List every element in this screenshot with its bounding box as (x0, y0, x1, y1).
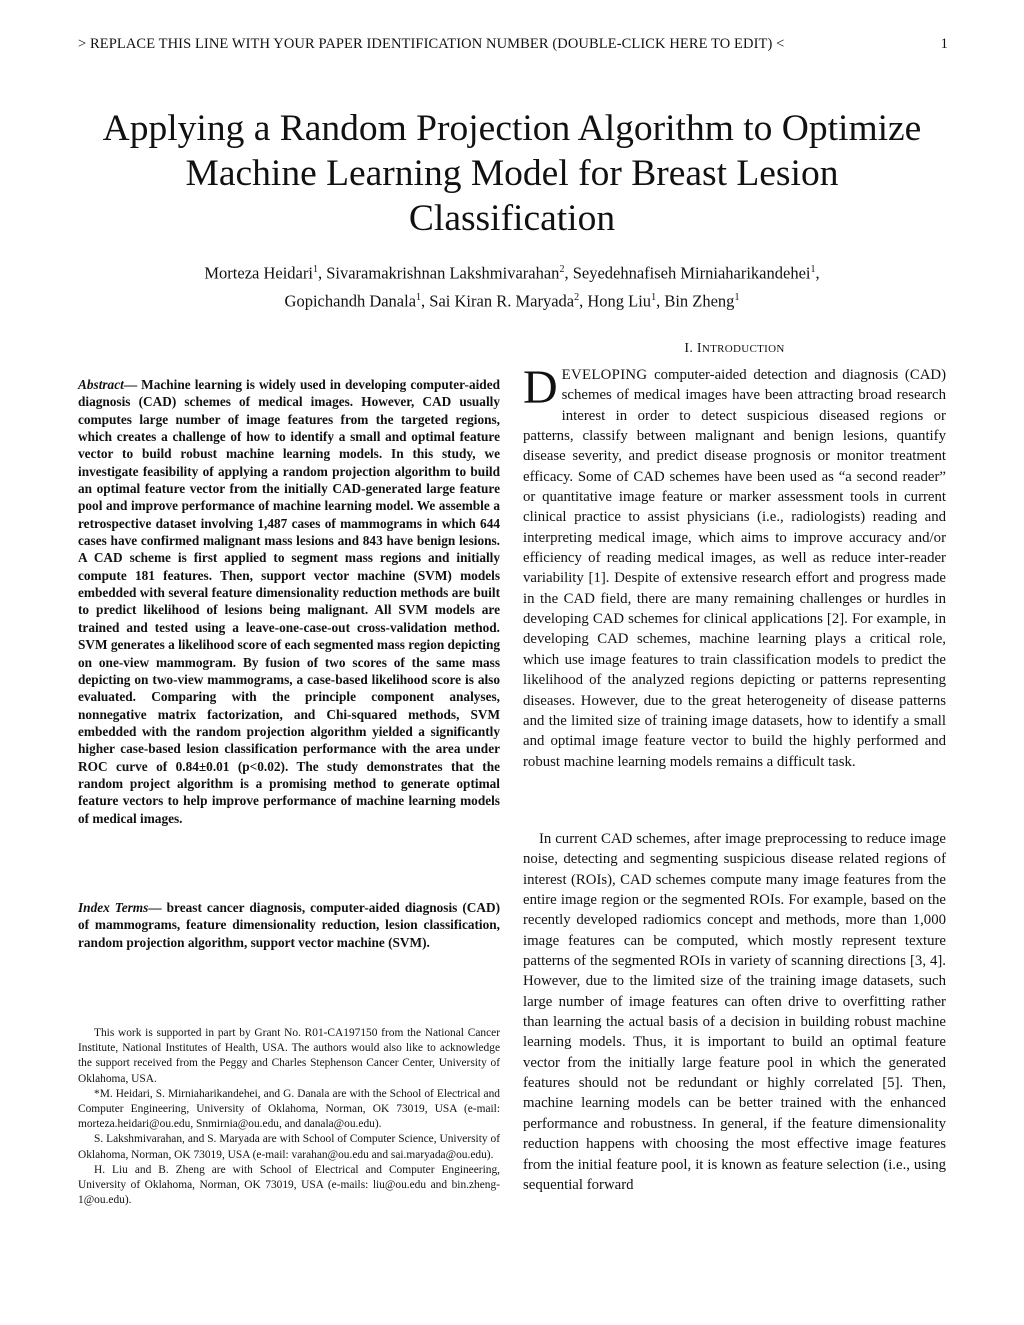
index-terms-text: breast cancer diagnosis, computer-aided diagnosis (CAD) of mammograms, feature dimensionality reduction, lesion classification, random projection algorithm, support vector machine (SVM). (78, 900, 501, 950)
author-name: , Hong Liu (579, 291, 652, 310)
intro-paragraph-2: In current CAD schemes, after image preprocessing to reduce image noise, detecting and segmenting suspicious disease related regions of interest (ROIs), CAD schemes compute many image features from the entire image region or the segmented ROIs. For example, based on the recently developed radiomics concept and methods, more than 1,000 image features can be computed, which mostly represent texture patterns of the segmented ROIs in variety of scanning directions [3, 4]. However, due to the limited size of the training image datasets, such large number of image features can often drive to overfitting rather than learning the actual basis of a decision in building robust machine learning models. Thus, it is important to build an optimal feature vector from the initially large feature pool in which the generated features should not be redundant or highly correlated [5]. Then, machine learning models can be better trained with the enhanced performance and robustness. In general, if the feature dimensionality reduction happens with choosing the most effective image features from the initial feature pool, it is known as feature selection (i.e., using sequential forward (523, 831, 946, 1193)
running-header (78, 36, 948, 53)
abstract (78, 376, 500, 827)
intro-paragraph-1 (523, 361, 946, 772)
index-terms-label: Index Terms (78, 900, 149, 915)
affiliation-mark: 1 (312, 264, 318, 275)
author-name: , Sai Kiran R. Maryada (421, 291, 575, 310)
footnote-affiliation: H. Liu and B. Zheng are with School of Electrical and Computer Engineering, University of Oklahoma, Norman, OK 73019, USA (e-mails: liu@ou.edu and bin.zheng-1@ou.edu). (78, 1163, 500, 1207)
author-name: , Seyedehnafiseh Mirniaharikandehei (564, 263, 811, 283)
footnote-affiliation: *M. Heidari, S. Mirniaharikandehei, and G. Danala are with the School of Electrical and Computer Engineering, University of Oklahoma, Norman, OK 73019, USA (e-mail: morteza.heidari@ou.edu, Snmirnia@ou.edu, and danala@ou.edu). (78, 1087, 500, 1131)
section-title-cap: I (696, 341, 702, 356)
running-head-text: > REPLACE THIS LINE WITH YOUR PAPER IDENTIFICATION NUMBER (DOUBLE-CLICK HERE TO EDIT) < (78, 36, 785, 52)
index-terms-separator: — (148, 900, 167, 915)
paper-title: Applying a Random Projection Algorithm to Optimize Machine Learning Model for Breast Lesion Classification (102, 108, 922, 239)
footnote-affiliation: S. Lakshmivarahan, and S. Maryada are with School of Computer Science, University of Oklahoma, Norman, OK 73019, USA (e-mail: varahan@ou.edu and sai.maryada@ou.edu). (78, 1133, 500, 1161)
section-heading (523, 341, 946, 357)
abstract-separator: — (123, 377, 142, 392)
author-list (80, 258, 944, 313)
section-title-rest: NTRODUCTION (701, 343, 785, 355)
author-name: , Sivaramakrishnan Lakshmivarahan (317, 263, 560, 283)
affiliation-mark: 2 (559, 264, 565, 275)
affiliation-mark: 1 (416, 291, 422, 303)
lead-word: EVELOPING (561, 367, 648, 383)
author-separator: , (815, 263, 820, 283)
footnotes (78, 1026, 500, 1208)
page-number: 1 (940, 36, 948, 52)
footnote-funding: This work is supported in part by Grant No. R01-CA197150 from the National Cancer Institute, National Institutes of Health, USA. The authors would also like to acknowledge the support received from the Peggy and Charles Stephenson Cancer Center, University of Oklahoma, USA. (78, 1027, 500, 1085)
section-number: I. (684, 341, 697, 356)
drop-cap: D (523, 361, 558, 414)
abstract-text: Machine learning is widely used in developing computer-aided diagnosis (CAD) schemes of medical images. However, CAD usually computes large number of image features from the targeted regions, which creates a challenge of how to identify a small and optimal feature vector to build robust machine learning models. In this study, we investigate feasibility of applying a random projection algorithm to build an optimal feature vector from the initially CAD-generated large feature pool and improve performance of machine learning model. We assemble a retrospective dataset involving 1,487 cases of mammograms in which 644 cases have confirmed malignant mass lesions and 843 have benign lesions. A CAD scheme is first applied to segment mass regions and initially compute 181 features. Then, support vector machine (SVM) models embedded with several feature dimensionality reduction methods are built to predict likelihood of lesions being malignant. All SVM models are trained and tested using a leave-one-case-out cross-validation method. SVM generates a likelihood score of each segmented mass region depicting on one-view mammogram. By fusion of two scores of the same mass depicting on two-view mammograms, a case-based likelihood score is also evaluated. Comparing with the principle component analyses, nonnegative matrix factorization, and Chi-squared methods, SVM embedded with the random projection algorithm yielded a significantly higher case-based lesion classification performance with the area under ROC curve of 0.84±0.01 (p<0.02). The study demonstrates that the random project algorithm is a promising method to generate optimal feature vectors to help improve performance of machine learning models of medical images. (78, 377, 501, 826)
affiliation-mark: 1 (810, 264, 816, 275)
affiliation-mark: 1 (651, 291, 657, 303)
affiliation-mark: 1 (734, 291, 740, 303)
author-name: Morteza Heidari (204, 263, 313, 283)
index-terms (78, 899, 500, 951)
author-name: , Bin Zheng (656, 291, 735, 310)
author-name: Gopichandh Danala (284, 291, 417, 310)
abstract-label: Abstract (78, 377, 124, 392)
affiliation-mark: 2 (574, 291, 580, 303)
paragraph-text: computer-aided detection and diagnosis (CAD) schemes of medical images have been attracting broad research interest in order to detect suspicious diseased regions or patterns, classify between malignant and benign lesions, quantify disease severity, and predict disease prognosis or monitor treatment efficacy. Some of CAD schemes have been used as “a second reader” or quantitative image feature or marker assessment tools in current clinical practice to assist physicians (i.e., radiologists) reading and interpreting medical image, which aims to improve accuracy and/or efficiency of reading medical images, as well as reduce inter-reader variability [1]. Despite of extensive research effort and progress made in the CAD field, there are many remaining challenges or hurdles in developing CAD schemes for clinical applications [2]. For example, in developing CAD schemes, machine learning plays a critical role, which use image features to train classification models to predict the likelihood of the analyzed regions depicting or patterns representing diseases. However, due to the great heterogeneity of disease patterns and the limited size of training image datasets, how to identify a small and optimal image feature vector to build the highly performed and robust machine learning models remains a difficult task. (523, 367, 946, 770)
